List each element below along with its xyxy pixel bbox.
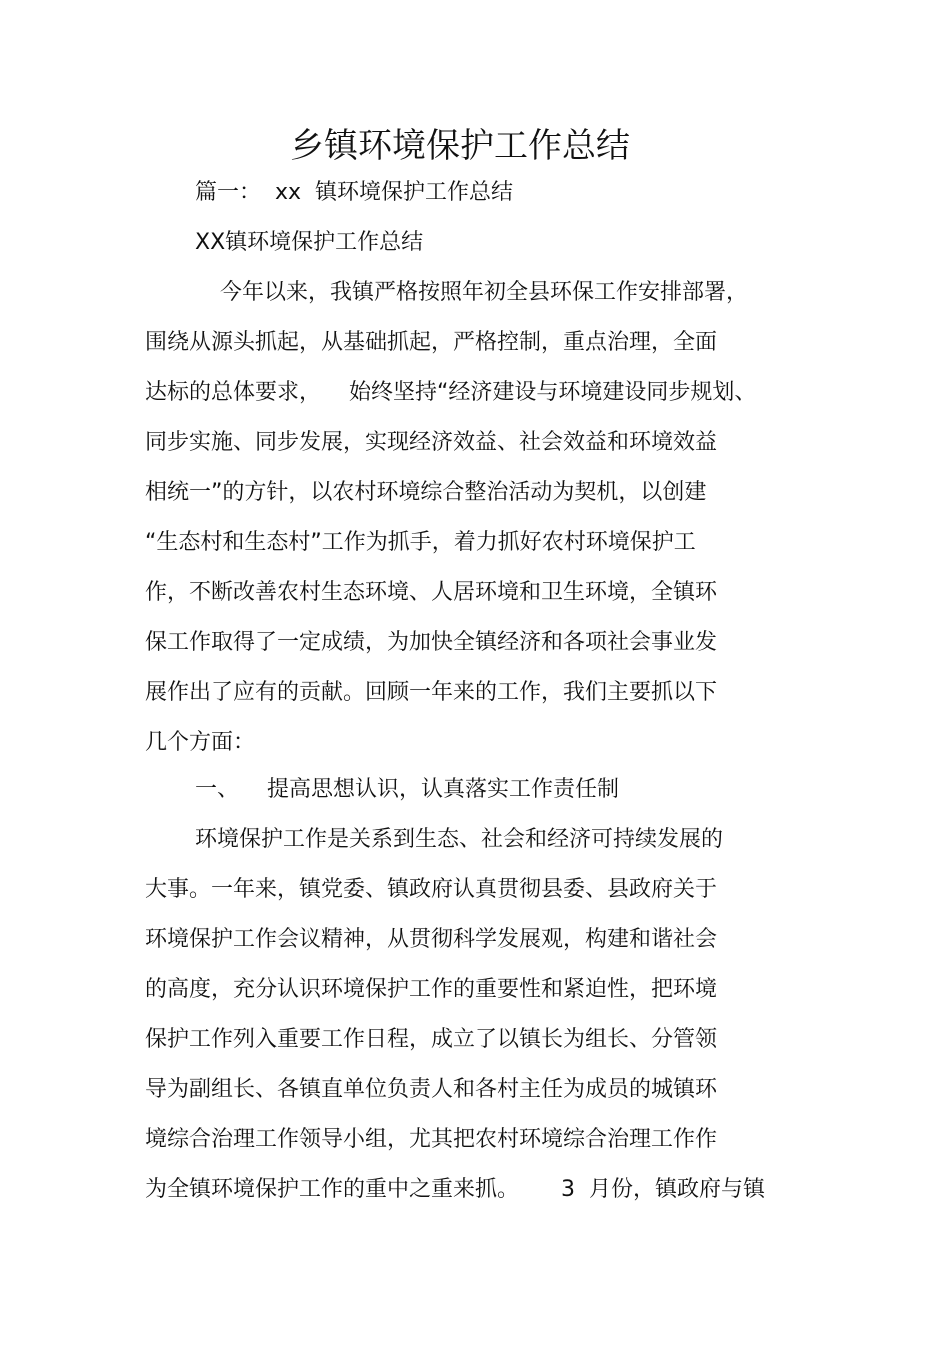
paragraph-line: 围绕从源头抓起，从基础抓起，严格控制，重点治理，全面 (145, 330, 718, 355)
paragraph-line: 保工作取得了一定成绩，为加快全镇经济和各项社会事业发 (145, 630, 718, 655)
paragraph-line: 的高度，充分认识环境保护工作的重要性和紧迫性，把环境 (145, 977, 718, 1002)
paragraph-line: 展作出了应有的贡献。回顾一年来的工作，我们主要抓以下 (145, 680, 718, 705)
paragraph-line: “生态村和生态村”工作为抓手，着力抓好农村环境保护工 (145, 530, 696, 555)
section-1-heading: 一、 提高思想认识，认真落实工作责任制 (195, 777, 619, 802)
paragraph-line: 保护工作列入重要工作日程，成立了以镇长为组长、分管领 (145, 1027, 718, 1052)
paragraph-line: 导为副组长、各镇直单位负责人和各村主任为成员的城镇环 (145, 1077, 718, 1102)
paragraph-line: 作，不断改善农村生态环境、人居环境和卫生环境，全镇环 (145, 580, 718, 605)
paragraph-line: 大事。一年来，镇党委、镇政府认真贯彻县委、县政府关于 (145, 877, 718, 902)
paragraph-line: 达标的总体要求， 始终坚持“经济建设与环境建设同步规划、 (145, 380, 757, 405)
paragraph-line: 为全镇环境保护工作的重中之重来抓。 3 月份，镇政府与镇 (145, 1177, 765, 1202)
paragraph-line: 境综合治理工作领导小组，尤其把农村环境综合治理工作作 (145, 1127, 718, 1152)
paragraph-line: 相统一”的方针，以农村环境综合整治活动为契机，以创建 (145, 480, 707, 505)
paragraph-line: 环境保护工作会议精神，从贯彻科学发展观，构建和谐社会 (145, 927, 718, 952)
subtitle: 篇一： xx 镇环境保护工作总结 (195, 180, 514, 205)
paragraph-line: 同步实施、同步发展，实现经济效益、社会效益和环境效益 (145, 430, 718, 455)
document-title: 乡镇环境保护工作总结 (290, 126, 630, 166)
section-heading: XX镇环境保护工作总结 (195, 230, 424, 255)
paragraph-line: 环境保护工作是关系到生态、社会和经济可持续发展的 (195, 827, 724, 852)
paragraph-line: 几个方面： (145, 730, 256, 755)
paragraph-line: 今年以来，我镇严格按照年初全县环保工作安排部署， (220, 280, 749, 305)
